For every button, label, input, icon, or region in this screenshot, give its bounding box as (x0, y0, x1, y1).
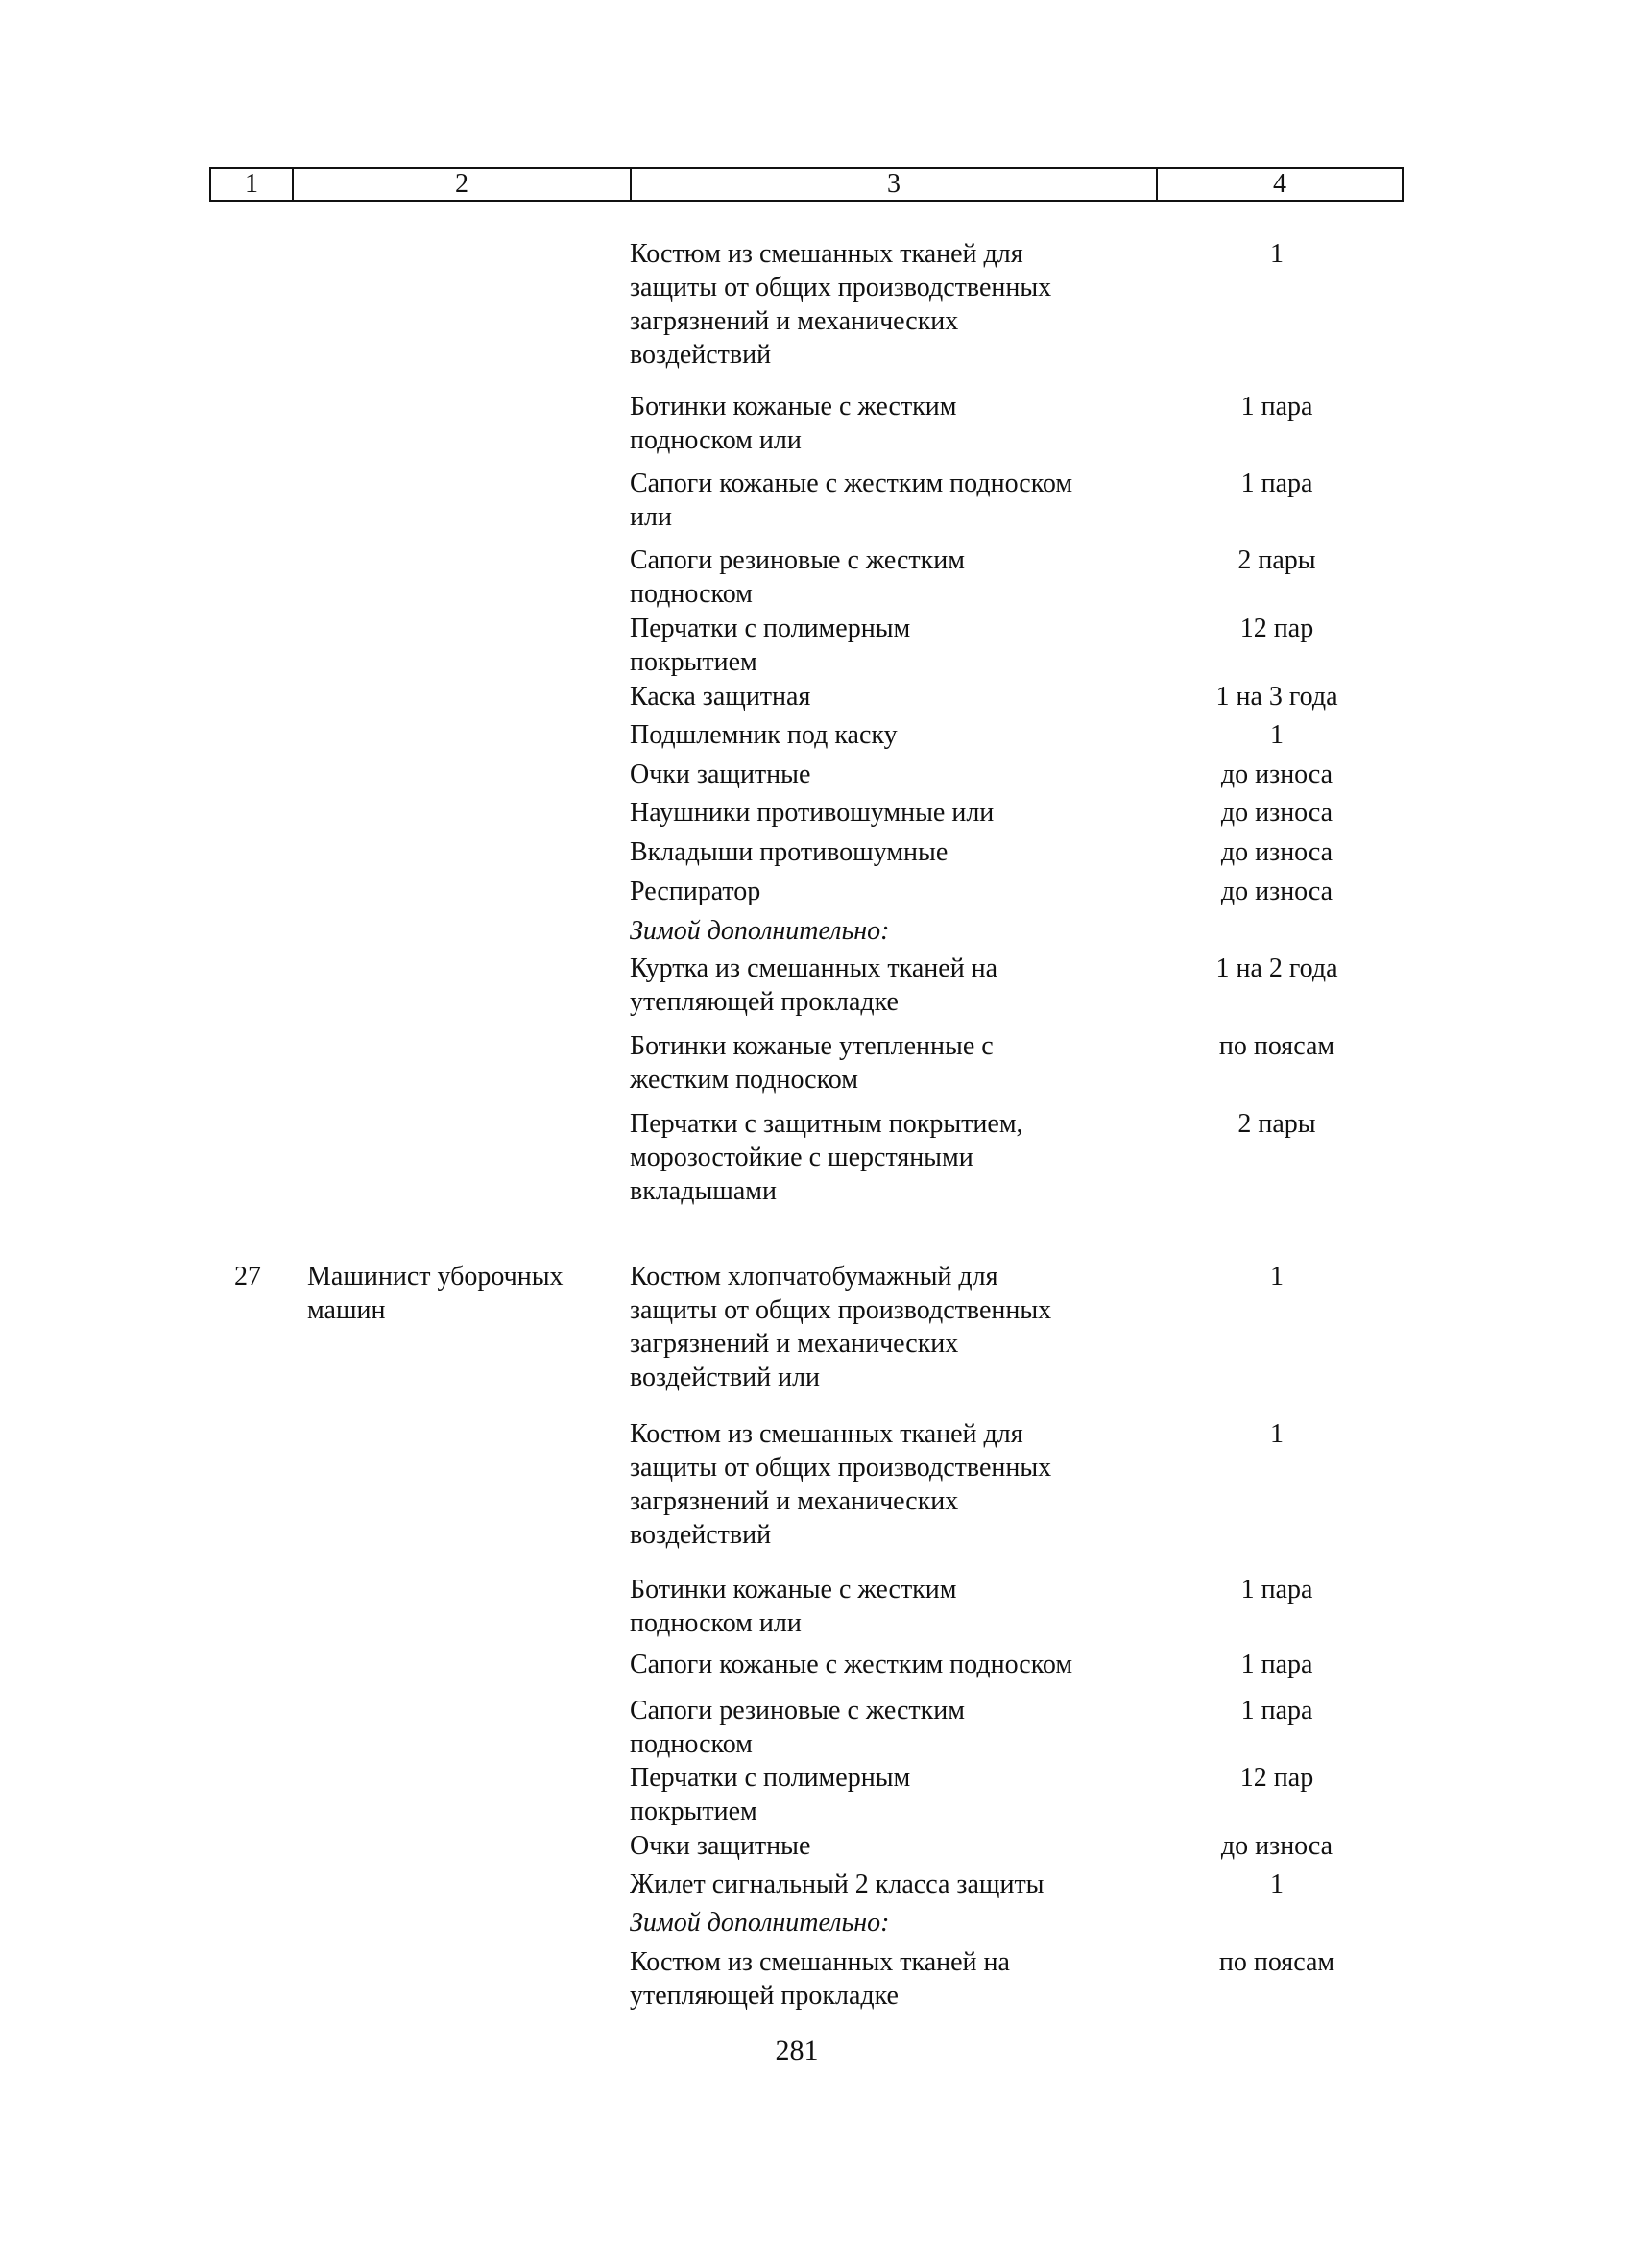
row-item: Костюм из смешанных тканей для защиты от общих производственных загрязнений и механических воздействий (630, 1419, 1052, 1550)
row-quantity: до износа (1220, 837, 1333, 867)
table-header (209, 167, 1404, 202)
row-quantity: по поясам (1218, 1947, 1335, 1977)
row-quantity: 12 пар (1239, 1763, 1314, 1793)
row-quantity: 12 пар (1239, 614, 1314, 643)
row-quantity: 2 пары (1237, 545, 1316, 575)
row-item: Сапоги резиновые с жестким подноском (630, 1696, 965, 1759)
row-item: Очки защитные (630, 1831, 811, 1861)
row-item: Костюм из смешанных тканей на утепляющей прокладке (630, 1947, 1010, 2011)
row-item: Зимой дополнительно: (630, 1908, 890, 1938)
row-item: Респиратор (630, 877, 761, 906)
row-item: Сапоги резиновые с жестким подноском (630, 545, 965, 609)
row-item: Каска защитная (630, 682, 811, 712)
header-col-2: 2 (294, 169, 632, 200)
row-quantity: до износа (1220, 760, 1333, 789)
header-col-1: 1 (211, 169, 294, 200)
row-item: Куртка из смешанных тканей на утепляющей прокладке (630, 953, 998, 1017)
row-item: Вкладыши противошумные (630, 837, 949, 867)
row-item: Костюм хлопчатобумажный для защиты от общих производственных загрязнений и механических воздействий или (630, 1262, 1052, 1392)
row-quantity: 1 (1270, 1262, 1284, 1291)
row-item: Ботинки кожаные утепленные с жестким подноском (630, 1031, 994, 1095)
row-item: Очки защитные (630, 760, 811, 789)
row-quantity: 1 пара (1240, 1696, 1313, 1725)
row-quantity: до износа (1220, 877, 1333, 906)
row-quantity: 1 пара (1240, 1575, 1313, 1604)
row-quantity: 1 на 3 года (1215, 682, 1338, 712)
row-quantity: до износа (1220, 1831, 1333, 1861)
row-item: Зимой дополнительно: (630, 916, 890, 946)
row-quantity: 1 (1270, 720, 1284, 750)
page-number: 281 (775, 2035, 819, 2066)
row-quantity: до износа (1220, 798, 1333, 828)
row-quantity: 1 пара (1240, 392, 1313, 422)
row-item: Подшлемник под каску (630, 720, 898, 750)
row-quantity: 1 (1270, 1419, 1284, 1449)
row-item: Перчатки с полимерным покрытием (630, 614, 911, 677)
row-quantity: по поясам (1218, 1031, 1335, 1061)
row-quantity: 2 пары (1237, 1109, 1316, 1139)
row-item: Сапоги кожаные с жестким подноском или (630, 469, 1073, 532)
row-profession: Машинист уборочных машин (307, 1262, 564, 1325)
row-quantity: 1 на 2 года (1215, 953, 1338, 983)
row-quantity: 1 (1270, 1870, 1284, 1899)
header-col-4: 4 (1273, 169, 1286, 199)
row-item: Наушники противошумные или (630, 798, 995, 828)
row-quantity: 1 пара (1240, 1650, 1313, 1679)
row-item: Костюм из смешанных тканей для защиты от общих производственных загрязнений и механических воздействий (630, 239, 1052, 370)
row-item: Ботинки кожаные с жестким подноском или (630, 392, 957, 455)
row-item: Жилет сигнальный 2 класса защиты (630, 1870, 1045, 1899)
row-number: 27 (234, 1262, 261, 1291)
row-item: Сапоги кожаные с жестким подноском (630, 1650, 1073, 1679)
row-item: Перчатки с защитным покрытием, морозостойкие с шерстяными вкладышами (630, 1109, 1023, 1206)
row-item: Ботинки кожаные с жестким подноском или (630, 1575, 957, 1638)
row-quantity: 1 (1270, 239, 1284, 269)
row-item: Перчатки с полимерным покрытием (630, 1763, 911, 1826)
header-col-3: 3 (632, 169, 1158, 200)
row-quantity: 1 пара (1240, 469, 1313, 498)
